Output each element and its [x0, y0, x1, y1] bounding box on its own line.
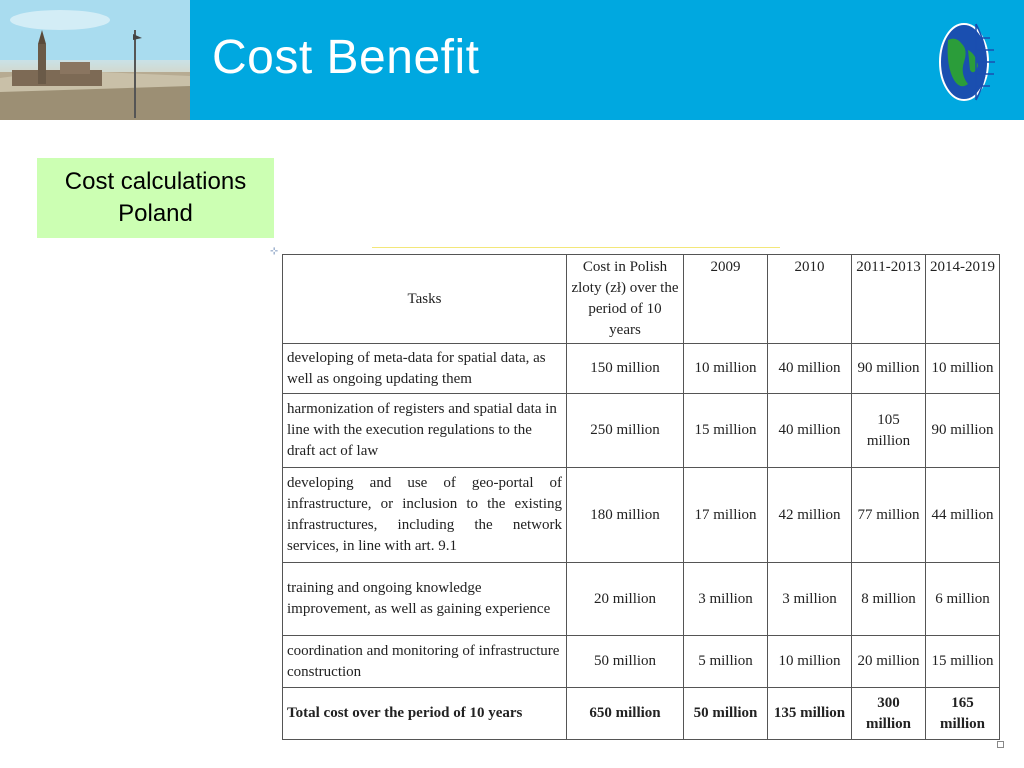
- table-row: [283, 636, 1000, 688]
- cell-value: 20 million: [567, 563, 684, 636]
- cell-task: developing of meta-data for spatial data, as well as ongoing updating them: [283, 344, 567, 394]
- callout-box: [37, 158, 274, 238]
- cell-value: 44 million: [926, 468, 1000, 563]
- cell-task: harmonization of registers and spatial data in line with the execution regulations to the draft act of law: [283, 394, 567, 468]
- callout-line-1: Cost calculations: [64, 168, 247, 195]
- cell-value: 105 million: [852, 394, 926, 468]
- cell-total-value: 50 million: [684, 688, 768, 740]
- cell-value: 10 million: [926, 344, 1000, 394]
- cell-value: 40 million: [768, 394, 852, 468]
- cell-task: coordination and monitoring of infrastructure construction: [283, 636, 567, 688]
- header-cost: Cost in Polish zloty (zł) over the period of 10 years: [567, 255, 684, 344]
- cell-value: 10 million: [684, 344, 768, 394]
- header-2011-2013: 2011-2013: [852, 255, 926, 344]
- cell-value: 150 million: [567, 344, 684, 394]
- cell-value: 20 million: [852, 636, 926, 688]
- cell-total-value: 650 million: [567, 688, 684, 740]
- table-row: [283, 563, 1000, 636]
- cell-value: 90 million: [926, 394, 1000, 468]
- cell-total-value: 165 million: [926, 688, 1000, 740]
- table-resize-handle[interactable]: [997, 741, 1004, 748]
- cost-table: [282, 254, 1000, 740]
- header-2010: 2010: [768, 255, 852, 344]
- divider: [372, 247, 780, 248]
- cell-value: 5 million: [684, 636, 768, 688]
- header-bar: [0, 0, 1024, 120]
- cell-value: 3 million: [684, 563, 768, 636]
- cell-value: 180 million: [567, 468, 684, 563]
- cell-value: 40 million: [768, 344, 852, 394]
- cell-value: 15 million: [684, 394, 768, 468]
- header-2009: 2009: [684, 255, 768, 344]
- cell-total-label: Total cost over the period of 10 years: [283, 688, 567, 740]
- page-title: Cost Benefit: [212, 31, 480, 84]
- cell-task: developing and use of geo-portal of infrastructure, or inclusion to the existing infrastructures, including the network services, in line with art. 9.1: [283, 468, 567, 563]
- header-tasks: Tasks: [283, 255, 567, 344]
- table-header-row: [283, 255, 1000, 344]
- cell-value: 3 million: [768, 563, 852, 636]
- cost-table-container: [282, 254, 1000, 740]
- globe-logo-icon: [938, 10, 998, 115]
- table-move-handle-icon[interactable]: ⊹: [270, 246, 279, 257]
- cell-value: 10 million: [768, 636, 852, 688]
- cell-value: 77 million: [852, 468, 926, 563]
- cell-value: 17 million: [684, 468, 768, 563]
- cell-total-value: 300 million: [852, 688, 926, 740]
- city-square-photo: [0, 0, 190, 120]
- table-row: [283, 394, 1000, 468]
- callout-line-2: Poland: [118, 200, 193, 227]
- cell-value: 50 million: [567, 636, 684, 688]
- cell-value: 42 million: [768, 468, 852, 563]
- header-2014-2019: 2014-2019: [926, 255, 1000, 344]
- cell-total-value: 135 million: [768, 688, 852, 740]
- cell-value: 90 million: [852, 344, 926, 394]
- cell-value: 6 million: [926, 563, 1000, 636]
- cell-task: training and ongoing knowledge improvement, as well as gaining experience: [283, 563, 567, 636]
- table-row: [283, 344, 1000, 394]
- table-total-row: [283, 688, 1000, 740]
- cell-value: 8 million: [852, 563, 926, 636]
- table-row: [283, 468, 1000, 563]
- cell-value: 250 million: [567, 394, 684, 468]
- cell-value: 15 million: [926, 636, 1000, 688]
